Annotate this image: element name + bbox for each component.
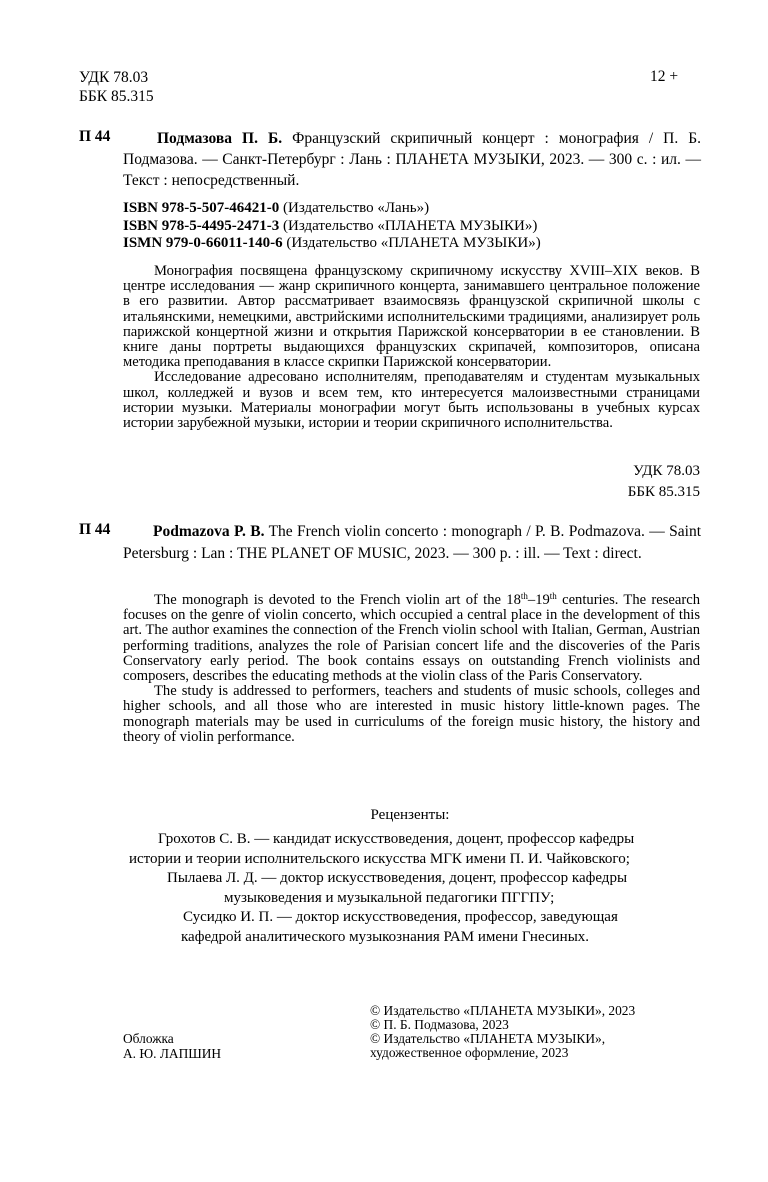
ru-entry-code: П 44	[79, 128, 111, 145]
reviewer-line: кафедрой аналитического музыкознания РАМ имени Гнесиных.	[181, 929, 590, 945]
ru-classification	[500, 461, 700, 503]
cover-credit	[123, 1032, 221, 1061]
cover-artist: А. Ю. ЛАПШИН	[123, 1045, 222, 1061]
isbn-block	[123, 200, 703, 253]
copyright-line: © Издательство «ПЛАНЕТА МУЗЫКИ», 2023	[370, 1003, 636, 1018]
reviewer-line: Пылаева Л. Д. — доктор искусствоведения, доцент, профессор кафедры	[167, 870, 628, 886]
isbn-publisher: (Издательство «ПЛАНЕТА МУЗЫКИ»)	[279, 217, 538, 234]
copyright-line: © П. Б. Подмазова, 2023	[370, 1017, 509, 1032]
age-rating: 12 +	[650, 68, 679, 85]
reviewer-line: музыковедения и музыкальной педагогики ПГГПУ;	[224, 890, 555, 906]
cover-label: Обложка	[123, 1031, 174, 1046]
ru-udk: УДК 78.03	[633, 463, 700, 479]
isbn-number: ISMN 979-0-66011-140-6	[123, 235, 283, 251]
ru-bbk: ББК 85.315	[627, 484, 700, 500]
isbn-number: ISBN 978-5-4495-2471-3	[123, 217, 280, 234]
en-entry-author: Podmazova P. B.	[153, 523, 265, 540]
ru-entry-author: Подмазова П. Б.	[157, 130, 283, 147]
reviewer-line: Сусидко И. П. — доктор искусствоведения, профессор, заведующая	[183, 909, 618, 925]
header-bbk: ББК 85.315	[79, 88, 154, 105]
reviewers-heading: Рецензенты:	[370, 807, 450, 823]
ru-entry-text: Французский скрипичный концерт : монография / П. Б. Подмазова. — Санкт-Петербург : Лань : ПЛАНЕТА МУЗЫКИ, 2023. — 300 с. : ил. — Текст : непосредственный.	[123, 130, 701, 189]
en-entry-text: The French violin concerto : monograph / P. B. Podmazova. — Saint Petersburg : Lan : THE PLANET OF MUSIC, 2023. — 300 p. : ill. — Text : direct.	[123, 523, 702, 562]
ru-bibliographic-entry	[123, 128, 701, 191]
en-bibliographic-entry	[123, 521, 701, 564]
ru-abstract-paragraph: Исследование адресовано исполнителям, преподавателям и студентам музыкальных школ, колледжей и вузов и всем тем, кто интересуется малоизвестными страницами истории музыки. Материалы монографии могут быть использованы в учебных курсах истории зарубежной музыки, истории и теории скрипичного исполнительства.	[123, 369, 700, 432]
copyright-block	[370, 1004, 700, 1060]
isbn-line	[123, 218, 703, 236]
en-abstract-paragraph: The study is addressed to performers, teachers and students of music schools, colleges and higher schools, and all those who are interested in music history little-known pages. The monograph materials may be used in curriculums of the foreign music history, the history and theory of violin performance.	[123, 683, 700, 745]
isbn-publisher: (Издательство «ПЛАНЕТА МУЗЫКИ»)	[282, 235, 541, 251]
ru-abstract-paragraph: Монография посвящена французскому скрипичному искусству XVIII–XIX веков. В центре исследования — жанр скрипичного концерта, занимавшего центральное положение в его развитии. Автор рассматривает взаимосвязь французской скрипичной школы с итальянскими, немецкими, австрийскими исполнительскими традициями, анализирует роль парижской концертной жизни и открытия Парижской консерватории в ее становлении. В книге даны портреты выдающихся французских скрипачей, композиторов, описана методика преподавания в классе скрипки Парижской консерватории.	[123, 263, 700, 371]
isbn-number: ISBN 978-5-507-46421-0	[123, 200, 280, 216]
header-classification	[79, 68, 154, 106]
en-abstract	[123, 593, 700, 745]
reviewer-line: Грохотов С. В. — кандидат искусствоведения, доцент, профессор кафедры	[158, 831, 635, 847]
reviewer-line: истории и теории исполнительского искусства МГК имени П. И. Чайковского;	[129, 851, 630, 867]
isbn-publisher: (Издательство «Лань»)	[279, 200, 430, 216]
en-abstract-paragraph: The monograph is devoted to the French violin art of the 18th–19th centuries. The research focuses on the genre of violin concerto, which occupied a central place in the development of this art. The author examines the connection of the French violin school with Italian, German, Austrian performing traditions, analyzes the role of Parisian concert life and the discoveries of the Paris Conservatory early period. The book contains essays on outstanding French violinists and composers, describes the educating methods at the violin class of the Paris Conservatory.	[123, 591, 700, 685]
ru-abstract	[123, 264, 700, 431]
copyright-line: © Издательство «ПЛАНЕТА МУЗЫКИ»,	[370, 1031, 606, 1046]
isbn-line	[123, 235, 703, 253]
isbn-line	[123, 200, 703, 218]
copyright-line: художественное оформление, 2023	[370, 1045, 569, 1060]
header-udk: УДК 78.03	[79, 69, 149, 86]
en-entry-code: П 44	[79, 521, 111, 538]
